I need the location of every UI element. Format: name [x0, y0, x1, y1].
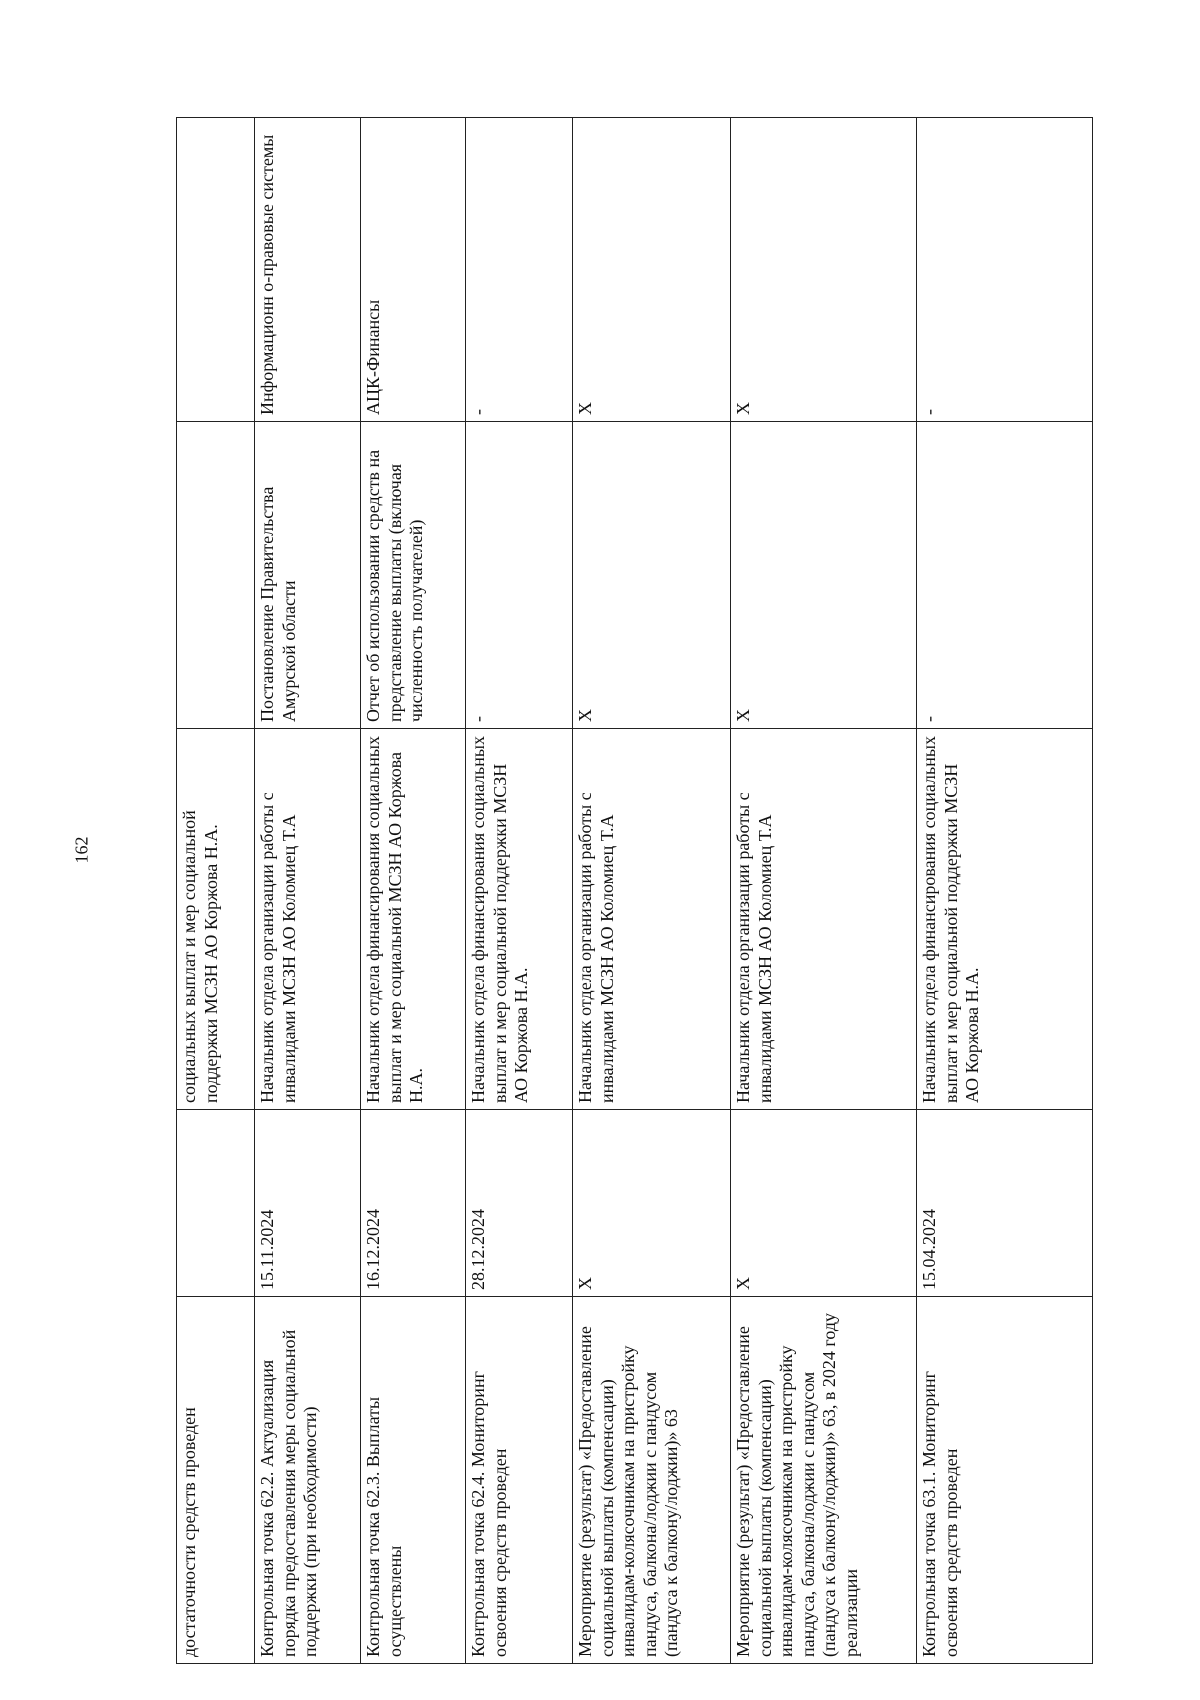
responsible-cell: Начальник отдела организации работы с инвалидами МСЗН АО Коломиец Т.А [731, 729, 917, 1110]
document-cell [177, 422, 255, 729]
table-row [177, 118, 255, 1664]
event-cell: Мероприятие (результат) «Предоставление социальной выплаты (компенсации) инвалидам-колясочникам на пристройку пандуса, балкона/лоджии с пандусом (пандуса к балкону/лоджии)» 63, в 2024 году реализации [731, 1297, 917, 1664]
responsible-cell: Начальник отдела финансирования социальных выплат и мер социальной поддержки МСЗН АО Коржова Н.А. [466, 729, 573, 1110]
document-cell: - [466, 422, 573, 729]
table-row [361, 118, 466, 1664]
info-system-cell: АЦК-Финансы [361, 118, 466, 422]
event-cell: Контрольная точка 62.3. Выплаты осуществлены [361, 1297, 466, 1664]
table-row [255, 118, 361, 1664]
date-cell [177, 1110, 255, 1297]
info-system-cell: X [731, 118, 917, 422]
date-cell: 15.11.2024 [255, 1110, 361, 1297]
date-cell: 28.12.2024 [466, 1110, 573, 1297]
event-cell: Мероприятие (результат) «Предоставление социальной выплаты (компенсации) инвалидам-колясочникам на пристройку пандуса, балкона/лоджии с пандусом (пандуса к балкону/лоджии)» 63 [573, 1297, 731, 1664]
control-points-table [176, 117, 1093, 1664]
date-cell: X [573, 1110, 731, 1297]
document-cell: X [731, 422, 917, 729]
event-cell: Контрольная точка 63.1. Мониторинг освоения средств проведен [917, 1297, 1093, 1664]
responsible-cell: Начальник отдела организации работы с инвалидами МСЗН АО Коломиец Т.А [573, 729, 731, 1110]
table-row [917, 118, 1093, 1664]
event-cell: достаточности средств проведен [177, 1297, 255, 1664]
responsible-cell: Начальник отдела финансирования социальных выплат и мер социальной поддержки МСЗН АО Коржова Н.А. [917, 729, 1093, 1110]
event-cell: Контрольная точка 62.2. Актуализация порядка предоставления меры социальной поддержки (при необходимости) [255, 1297, 361, 1664]
document-cell: X [573, 422, 731, 729]
date-cell: 16.12.2024 [361, 1110, 466, 1297]
responsible-cell: социальных выплат и мер социальной поддержки МСЗН АО Коржова Н.А. [177, 729, 255, 1110]
document-cell: - [917, 422, 1093, 729]
info-system-cell: X [573, 118, 731, 422]
table-row [573, 118, 731, 1664]
document-cell: Отчет об использовании средств на представление выплаты (включая численность получателей) [361, 422, 466, 729]
date-cell: X [731, 1110, 917, 1297]
rotated-table-wrapper [176, 118, 1092, 1664]
info-system-cell: Информационн о-правовые системы [255, 118, 361, 422]
date-cell: 15.04.2024 [917, 1110, 1093, 1297]
info-system-cell: - [466, 118, 573, 422]
responsible-cell: Начальник отдела организации работы с инвалидами МСЗН АО Коломиец Т.А [255, 729, 361, 1110]
responsible-cell: Начальник отдела финансирования социальных выплат и мер социальной МСЗН АО Коржова Н.А. [361, 729, 466, 1110]
event-cell: Контрольная точка 62.4. Мониторинг освоения средств проведен [466, 1297, 573, 1664]
page-number: 162 [71, 836, 92, 864]
document-cell: Постановление Правительства Амурской области [255, 422, 361, 729]
info-system-cell [177, 118, 255, 422]
info-system-cell: - [917, 118, 1093, 422]
table-row [731, 118, 917, 1664]
table-row [466, 118, 573, 1664]
